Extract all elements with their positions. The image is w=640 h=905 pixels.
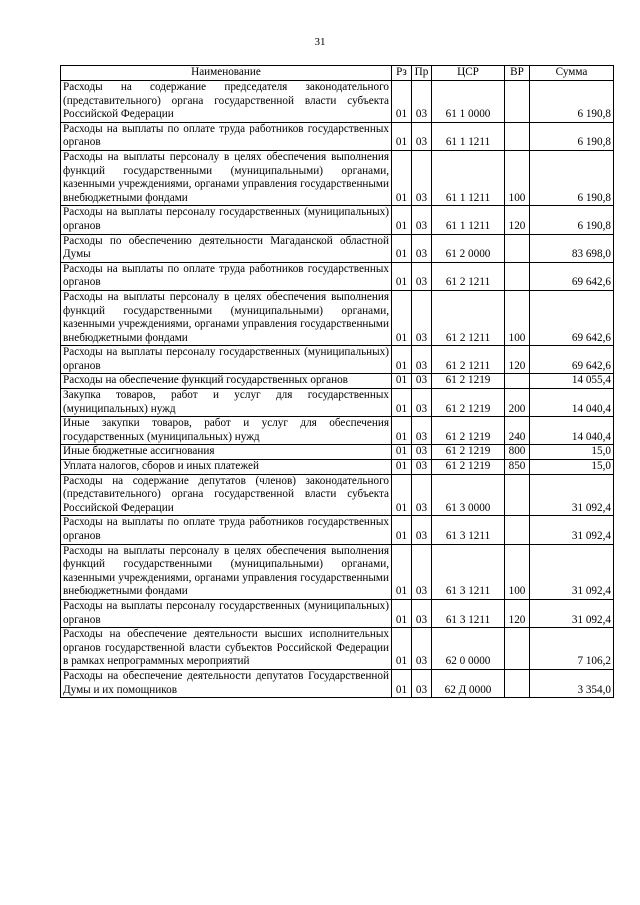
row-vr: 120: [505, 206, 530, 234]
table-row: [61, 460, 614, 475]
row-csr: 61 2 1219: [432, 374, 505, 389]
row-sum: 31 092,4: [530, 516, 614, 544]
row-csr: 61 3 1211: [432, 516, 505, 544]
row-rz: 01: [392, 516, 412, 544]
row-sum: 31 092,4: [530, 474, 614, 516]
row-pr: 03: [412, 516, 432, 544]
row-vr: [505, 374, 530, 389]
row-rz: 01: [392, 460, 412, 475]
header-name: Наименование: [61, 66, 392, 81]
row-pr: 03: [412, 417, 432, 445]
row-sum: 15,0: [530, 460, 614, 475]
row-rz: 01: [392, 374, 412, 389]
row-name: Иные бюджетные ассигнования: [61, 445, 392, 460]
row-pr: 03: [412, 234, 432, 262]
row-sum: 69 642,6: [530, 290, 614, 345]
row-rz: 01: [392, 445, 412, 460]
row-csr: 61 3 0000: [432, 474, 505, 516]
header-csr: ЦСР: [432, 66, 505, 81]
row-csr: 61 3 1211: [432, 599, 505, 627]
row-csr: 62 Д 0000: [432, 669, 505, 697]
row-name: Расходы на выплаты персоналу в целях обеспечения выполнения функций государственными (муниципальными) органами, казенными учреждениями, органами управления государственными внебюджетными фондами: [61, 544, 392, 599]
row-vr: [505, 669, 530, 697]
row-sum: 14 040,4: [530, 389, 614, 417]
row-csr: 61 2 1219: [432, 460, 505, 475]
row-csr: 61 1 1211: [432, 206, 505, 234]
table-row: [61, 290, 614, 345]
row-name: Расходы на выплаты персоналу государственных (муниципальных) органов: [61, 599, 392, 627]
row-name: Расходы на содержание депутатов (членов) законодательного (представительного) органа государственной власти субъекта Российской Федерации: [61, 474, 392, 516]
row-vr: [505, 122, 530, 150]
row-rz: 01: [392, 81, 412, 123]
table-row: [61, 234, 614, 262]
row-sum: 69 642,6: [530, 346, 614, 374]
row-name: Расходы по обеспечению деятельности Магаданской областной Думы: [61, 234, 392, 262]
table-row: [61, 417, 614, 445]
row-sum: 83 698,0: [530, 234, 614, 262]
row-pr: 03: [412, 150, 432, 205]
row-vr: 120: [505, 346, 530, 374]
row-vr: 100: [505, 290, 530, 345]
row-sum: 6 190,8: [530, 122, 614, 150]
row-vr: 800: [505, 445, 530, 460]
row-sum: 7 106,2: [530, 628, 614, 670]
row-vr: 100: [505, 150, 530, 205]
row-sum: 15,0: [530, 445, 614, 460]
table-row: [61, 628, 614, 670]
row-csr: 61 2 1219: [432, 389, 505, 417]
row-name: Расходы на обеспечение деятельности депутатов Государственной Думы и их помощников: [61, 669, 392, 697]
row-rz: 01: [392, 122, 412, 150]
row-name: Расходы на обеспечение деятельности высших исполнительных органов государственной власти субъектов Российской Федерации в рамках непрограммных мероприятий: [61, 628, 392, 670]
row-name: Расходы на выплаты по оплате труда работников государственных органов: [61, 516, 392, 544]
row-vr: [505, 474, 530, 516]
row-name: Расходы на выплаты персоналу в целях обеспечения выполнения функций государственными (муниципальными) органами, казенными учреждениями, органами управления государственными внебюджетными фондами: [61, 150, 392, 205]
row-pr: 03: [412, 206, 432, 234]
table-row: [61, 389, 614, 417]
row-csr: 61 1 1211: [432, 150, 505, 205]
table-row: [61, 81, 614, 123]
table-row: [61, 122, 614, 150]
row-name: Расходы на выплаты по оплате труда работников государственных органов: [61, 122, 392, 150]
row-pr: 03: [412, 544, 432, 599]
row-sum: 14 055,4: [530, 374, 614, 389]
row-rz: 01: [392, 417, 412, 445]
row-vr: [505, 234, 530, 262]
row-name: Расходы на содержание председателя законодательного (представительного) органа государственной власти субъекта Российской Федерации: [61, 81, 392, 123]
row-rz: 01: [392, 206, 412, 234]
row-sum: 6 190,8: [530, 206, 614, 234]
row-name: Расходы на обеспечение функций государственных органов: [61, 374, 392, 389]
row-vr: [505, 262, 530, 290]
row-csr: 61 2 0000: [432, 234, 505, 262]
row-rz: 01: [392, 346, 412, 374]
row-pr: 03: [412, 262, 432, 290]
row-csr: 61 1 0000: [432, 81, 505, 123]
row-rz: 01: [392, 262, 412, 290]
table-row: [61, 150, 614, 205]
row-sum: 69 642,6: [530, 262, 614, 290]
row-csr: 62 0 0000: [432, 628, 505, 670]
row-pr: 03: [412, 346, 432, 374]
row-pr: 03: [412, 628, 432, 670]
row-vr: 240: [505, 417, 530, 445]
row-name: Расходы на выплаты персоналу государственных (муниципальных) органов: [61, 206, 392, 234]
row-pr: 03: [412, 669, 432, 697]
table-row: [61, 544, 614, 599]
row-pr: 03: [412, 81, 432, 123]
row-sum: 31 092,4: [530, 544, 614, 599]
table-row: [61, 669, 614, 697]
row-rz: 01: [392, 669, 412, 697]
row-csr: 61 2 1211: [432, 346, 505, 374]
row-pr: 03: [412, 389, 432, 417]
row-pr: 03: [412, 460, 432, 475]
row-rz: 01: [392, 599, 412, 627]
row-rz: 01: [392, 389, 412, 417]
table-row: [61, 516, 614, 544]
header-rz: Рз: [392, 66, 412, 81]
row-csr: 61 3 1211: [432, 544, 505, 599]
row-csr: 61 2 1219: [432, 417, 505, 445]
table-row: [61, 445, 614, 460]
header-vr: ВР: [505, 66, 530, 81]
header-sum: Сумма: [530, 66, 614, 81]
row-pr: 03: [412, 122, 432, 150]
row-csr: 61 2 1219: [432, 445, 505, 460]
table-row: [61, 262, 614, 290]
table-row: [61, 599, 614, 627]
row-rz: 01: [392, 628, 412, 670]
row-csr: 61 2 1211: [432, 262, 505, 290]
row-name: Расходы на выплаты по оплате труда работников государственных органов: [61, 262, 392, 290]
row-sum: 14 040,4: [530, 417, 614, 445]
row-csr: 61 1 1211: [432, 122, 505, 150]
row-name: Расходы на выплаты персоналу государственных (муниципальных) органов: [61, 346, 392, 374]
row-name: Закупка товаров, работ и услуг для государственных (муниципальных) нужд: [61, 389, 392, 417]
row-pr: 03: [412, 599, 432, 627]
row-rz: 01: [392, 474, 412, 516]
row-vr: [505, 516, 530, 544]
table-row: [61, 346, 614, 374]
row-rz: 01: [392, 290, 412, 345]
row-pr: 03: [412, 445, 432, 460]
row-sum: 6 190,8: [530, 150, 614, 205]
row-sum: 31 092,4: [530, 599, 614, 627]
table-row: [61, 474, 614, 516]
budget-table: [60, 65, 614, 698]
row-vr: 100: [505, 544, 530, 599]
row-name: Расходы на выплаты персоналу в целях обеспечения выполнения функций государственными (муниципальными) органами, казенными учреждениями, органами управления государственными внебюджетными фондами: [61, 290, 392, 345]
table-row: [61, 206, 614, 234]
row-vr: 200: [505, 389, 530, 417]
table-header-row: [61, 66, 614, 81]
row-vr: 120: [505, 599, 530, 627]
row-name: Уплата налогов, сборов и иных платежей: [61, 460, 392, 475]
row-name: Иные закупки товаров, работ и услуг для обеспечения государственных (муниципальных) нужд: [61, 417, 392, 445]
header-pr: Пр: [412, 66, 432, 81]
row-pr: 03: [412, 374, 432, 389]
row-sum: 6 190,8: [530, 81, 614, 123]
row-pr: 03: [412, 474, 432, 516]
row-vr: [505, 81, 530, 123]
row-rz: 01: [392, 234, 412, 262]
row-vr: [505, 628, 530, 670]
row-rz: 01: [392, 544, 412, 599]
row-rz: 01: [392, 150, 412, 205]
page-number: 31: [314, 36, 326, 48]
row-sum: 3 354,0: [530, 669, 614, 697]
row-vr: 850: [505, 460, 530, 475]
row-csr: 61 2 1211: [432, 290, 505, 345]
row-pr: 03: [412, 290, 432, 345]
table-row: [61, 374, 614, 389]
